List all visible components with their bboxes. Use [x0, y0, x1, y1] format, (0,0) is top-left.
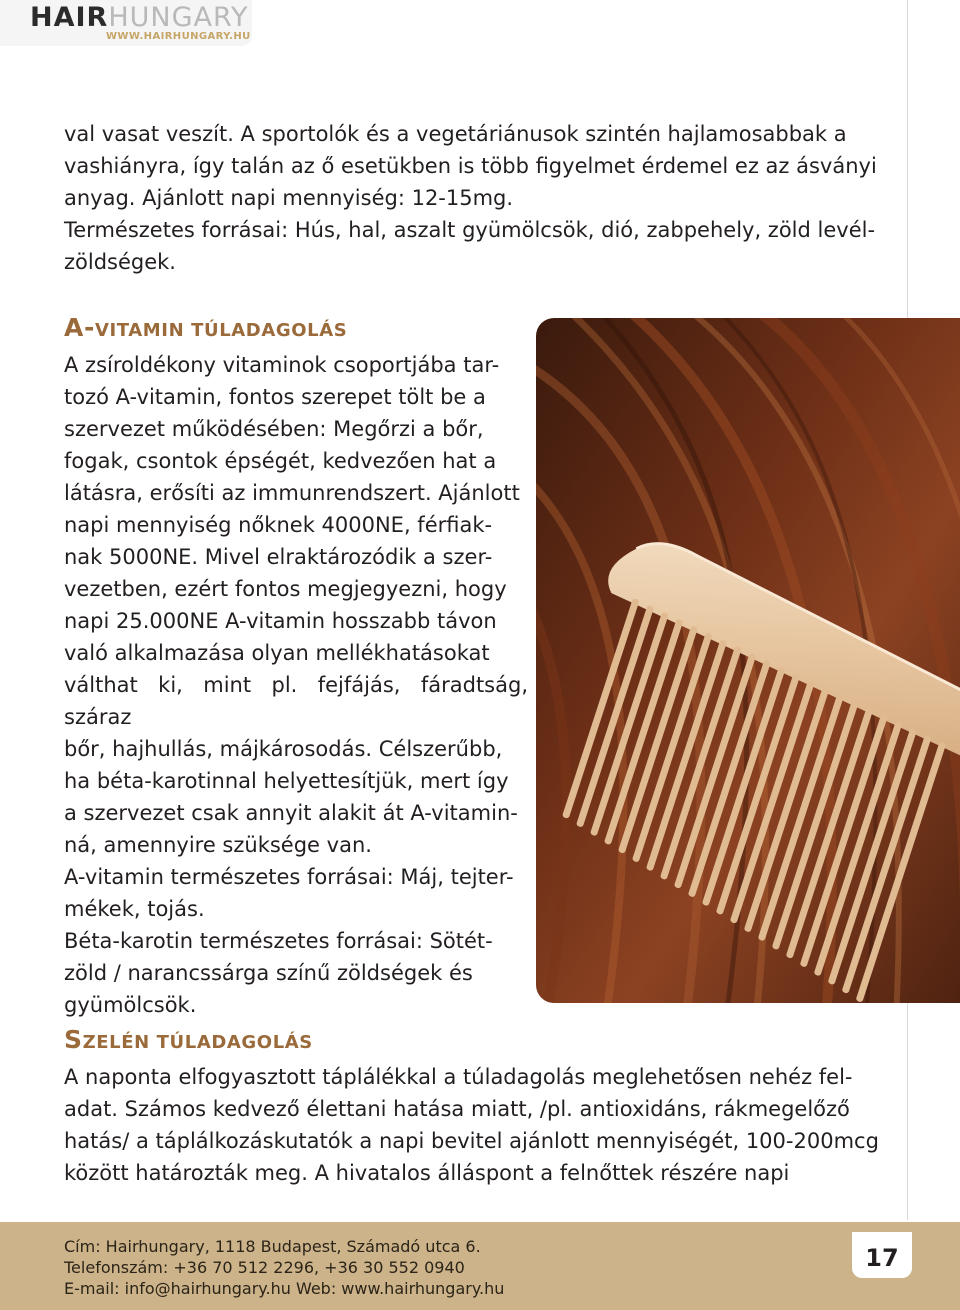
title-rest: ZELÉN TÚLADAGOLÁS [82, 1032, 313, 1053]
title-initial: S [64, 1025, 83, 1054]
text-line: vashiányra, így talán az ő esetükben is több figyelmet érdemel ez az ásványi [64, 154, 877, 178]
text-line: ná, amennyire szüksége van. [64, 833, 372, 857]
text-line: Béta-karotin természetes forrásai: Sötét- [64, 929, 493, 953]
text-line: a szervezet csak annyit alakit át A-vitamin- [64, 801, 518, 825]
title-rest: VITAMIN TÚLADAGOLÁS [94, 320, 348, 341]
page-footer [0, 1222, 960, 1310]
hair-and-comb-icon [536, 318, 960, 1003]
text-line: napi mennyiség nőknek 4000NE, férfiak- [64, 513, 493, 537]
text-line: látásra, erősíti az immunrendszert. Ajánlott [64, 481, 520, 505]
footer-phone: Telefonszám: +36 70 512 2296, +36 30 552 0940 [64, 1258, 465, 1277]
hair-comb-photo [536, 318, 960, 1003]
text-line: között határozták meg. A hivatalos álláspont a felnőttek részére napi [64, 1161, 790, 1185]
text-line: ha béta-karotinnal helyettesítjük, mert így [64, 769, 509, 793]
text-line: fogak, csontok épségét, kedvezően hat a [64, 449, 497, 473]
text-line: napi 25.000NE A-vitamin hosszabb távon [64, 609, 497, 633]
page-number: 17 [852, 1232, 912, 1278]
section-a-vitamin [64, 312, 528, 1021]
section-szelen [64, 1024, 896, 1189]
footer-contact [64, 1236, 504, 1299]
intro-paragraph [64, 118, 896, 278]
section-a-title [64, 312, 528, 347]
text-line: A-vitamin természetes forrásai: Máj, tejter- [64, 865, 514, 889]
text-line: gyümölcsök. [64, 993, 197, 1017]
text-line: való alkalmazása olyan mellékhatásokat [64, 641, 490, 665]
text-line: bőr, hajhullás, májkárosodás. Célszerűbb, [64, 737, 503, 761]
title-initial: A- [64, 313, 95, 342]
text-line: adat. Számos kedvező élettani hatása miatt, /pl. antioxidáns, rákmegelőző [64, 1097, 850, 1121]
text-line: vezetben, ezért fontos megjegyezni, hogy [64, 577, 507, 601]
text-line: A zsíroldékony vitaminok csoportjába tar- [64, 353, 500, 377]
footer-email-web[interactable]: E-mail: info@hairhungary.hu Web: www.hairhungary.hu [64, 1279, 505, 1298]
text-line: val vasat veszít. A sportolók és a vegetáriánusok szintén hajlamosabbak a [64, 122, 847, 146]
logo-url: WWW.HAIRHUNGARY.HU [106, 31, 251, 42]
text-line: tozó A-vitamin, fontos szerepet tölt be a [64, 385, 486, 409]
text-line: zöldségek. [64, 250, 176, 274]
text-line: szervezet működésében: Megőrzi a bőr, [64, 417, 484, 441]
text-line: anyag. Ajánlott napi mennyiség: 12-15mg. [64, 186, 514, 210]
section-s-title [64, 1024, 896, 1059]
logo-hair: HAIR [30, 2, 109, 33]
text-line: válthat ki, mint pl. fejfájás, fáradtság, száraz [64, 673, 528, 729]
text-line: Természetes forrásai: Hús, hal, aszalt gyümölcsök, dió, zabpehely, zöld levél- [64, 218, 876, 242]
footer-address: Cím: Hairhungary, 1118 Budapest, Számadó utca 6. [64, 1237, 481, 1256]
text-line: mékek, tojás. [64, 897, 205, 921]
brand-logo[interactable] [0, 0, 252, 46]
text-line: nak 5000NE. Mivel elraktározódik a szer- [64, 545, 493, 569]
logo-wordmark [30, 3, 249, 33]
text-line: hatás/ a táplálkozáskutatók a napi bevitel ajánlott mennyiségét, 100-200mcg [64, 1129, 879, 1153]
logo-hungary: HUNGARY [108, 2, 249, 33]
text-line: zöld / narancssárga színű zöldségek és [64, 961, 473, 985]
text-line: A naponta elfogyasztott táplálékkal a túladagolás meglehetősen nehéz fel- [64, 1065, 853, 1089]
